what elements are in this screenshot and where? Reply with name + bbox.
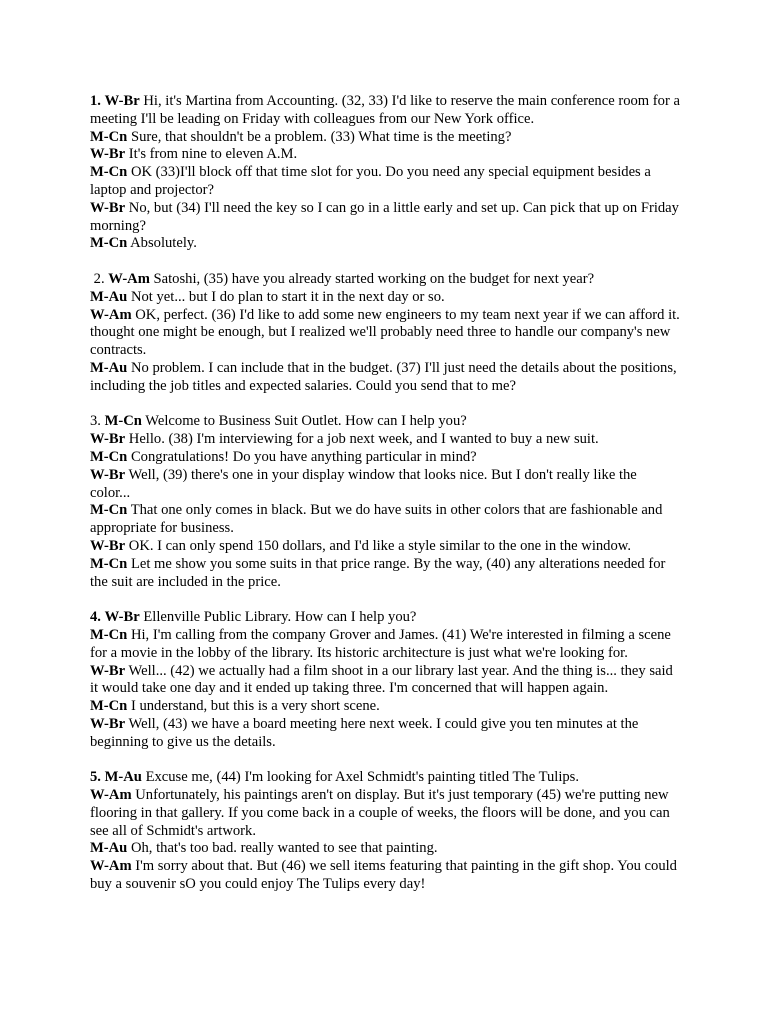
line-text: Let me show you some suits in that price range. By the way, (40) any alterations needed for the suit are included in the price. <box>90 555 666 590</box>
dialogue-line <box>90 271 680 289</box>
dialogue-number: 4. <box>90 609 101 626</box>
dialogue-line <box>90 413 680 431</box>
speaker-label: W-Am <box>90 787 132 804</box>
dialogue-line <box>90 787 680 840</box>
dialogue-line <box>90 164 680 200</box>
speaker-label: W-Br <box>90 662 126 679</box>
line-text: No, but (34) I'll need the key so I can go in a little early and set up. Can pick that up on Friday morning? <box>90 199 679 234</box>
dialogue-line <box>90 769 680 787</box>
dialogue-line <box>90 431 680 449</box>
dialogue-2 <box>90 271 680 396</box>
speaker-label: W-Br <box>90 199 126 216</box>
dialogue-line <box>90 235 680 253</box>
dialogue-line <box>90 93 680 129</box>
speaker-label: M-Cn <box>90 698 128 715</box>
dialogue-line <box>90 502 680 538</box>
dialogue-line <box>90 129 680 147</box>
dialogue-line <box>90 146 680 164</box>
speaker-label: M-Cn <box>90 128 128 145</box>
line-text: Excuse me, (44) I'm looking for Axel Schmidt's painting titled The Tulips. <box>145 769 580 786</box>
speaker-label: M-Au <box>104 769 142 786</box>
line-text: OK, perfect. (36) I'd like to add some new engineers to my team next year if we can afford it. thought one might be enough, but I realized we'll probably need three to handle our company's new contracts. <box>90 306 680 359</box>
dialogue-number: 5. <box>90 769 101 786</box>
speaker-label: M-Au <box>90 359 128 376</box>
line-text: Well, (43) we have a board meeting here next week. I could give you ten minutes at the beginning to give us the details. <box>90 715 639 750</box>
dialogue-line <box>90 609 680 627</box>
line-text: Not yet... but I do plan to start it in the next day or so. <box>130 288 445 305</box>
line-text: Ellenville Public Library. How can I help you? <box>143 609 417 626</box>
dialogue-line <box>90 360 680 396</box>
speaker-label: W-Am <box>108 270 150 287</box>
speaker-label: W-Br <box>90 431 126 448</box>
speaker-label: M-Cn <box>104 413 142 430</box>
dialogue-number: 1. <box>90 93 101 109</box>
line-text: I understand, but this is a very short scene. <box>130 698 380 715</box>
dialogue-3 <box>90 413 680 591</box>
dialogue-line <box>90 698 680 716</box>
speaker-label: M-Cn <box>90 235 128 252</box>
line-text: No problem. I can include that in the budget. (37) I'll just need the details about the positions, including the job titles and expected salaries. Could you send that to me? <box>90 359 677 394</box>
line-text: Well, (39) there's one in your display window that looks nice. But I don't really like the color... <box>90 466 637 501</box>
line-text: Unfortunately, his paintings aren't on display. But it's just temporary (45) we're putting new flooring in that gallery. If you come back in a couple of weeks, the floors will be done, and you can see all of Schmidt's artwork. <box>90 787 670 839</box>
dialogue-line <box>90 840 680 858</box>
line-text: Oh, that's too bad. really wanted to see that painting. <box>130 840 438 857</box>
speaker-label: M-Cn <box>90 626 128 643</box>
dialogue-4 <box>90 609 680 751</box>
line-text: OK. I can only spend 150 dollars, and I'd like a style similar to the one in the window. <box>128 537 632 554</box>
dialogue-1 <box>90 93 680 253</box>
dialogue-number: 3. <box>90 413 101 430</box>
line-text: That one only comes in black. But we do have suits in other colors that are fashionable and appropriate for business. <box>90 502 663 537</box>
dialogue-line <box>90 627 680 663</box>
dialogue-line <box>90 449 680 467</box>
line-text: Hi, I'm calling from the company Grover and James. (41) We're interested in filming a scene for a movie in the lobby of the library. Its historic architecture is just what we're looking for. <box>90 626 671 661</box>
transcript-page <box>90 93 680 912</box>
line-text: Congratulations! Do you have anything particular in mind? <box>130 448 477 465</box>
dialogue-line <box>90 538 680 556</box>
speaker-label: W-Br <box>104 93 140 109</box>
speaker-label: M-Cn <box>90 502 128 519</box>
dialogue-line <box>90 556 680 592</box>
line-text: Welcome to Business Suit Outlet. How can I help you? <box>145 413 467 430</box>
line-text: Well... (42) we actually had a film shoot in a our library last year. And the thing is... they said it would take one day and it ended up taking three. I'm concerned that will happen again. <box>90 662 673 697</box>
line-text: I'm sorry about that. But (46) we sell items featuring that painting in the gift shop. You could buy a souvenir sO you could enjoy The Tulips every day! <box>90 858 677 893</box>
dialogue-line <box>90 200 680 236</box>
speaker-label: W-Am <box>90 306 132 323</box>
speaker-label: W-Br <box>90 146 126 163</box>
speaker-label: W-Br <box>90 537 126 554</box>
speaker-label: M-Cn <box>90 448 128 465</box>
speaker-label: W-Br <box>104 609 140 626</box>
dialogue-line <box>90 289 680 307</box>
speaker-label: W-Br <box>90 466 126 483</box>
dialogue-number: 2. <box>93 270 105 287</box>
speaker-label: W-Am <box>90 858 132 875</box>
speaker-label: M-Cn <box>90 555 128 572</box>
dialogue-line <box>90 467 680 503</box>
dialogue-line <box>90 663 680 699</box>
dialogue-5 <box>90 769 680 894</box>
line-text: Sure, that shouldn't be a problem. (33) What time is the meeting? <box>130 128 512 145</box>
dialogue-line <box>90 716 680 752</box>
line-text: Hi, it's Martina from Accounting. (32, 33) I'd like to reserve the main conference room for a meeting I'll be leading on Friday with colleagues from our New York office. <box>90 93 680 127</box>
line-text: Hello. (38) I'm interviewing for a job next week, and I wanted to buy a new suit. <box>128 431 599 448</box>
dialogue-line <box>90 858 680 894</box>
line-text: OK (33)I'll block off that time slot for you. Do you need any special equipment besides a laptop and projector? <box>90 164 651 198</box>
line-text: Satoshi, (35) have you already started working on the budget for next year? <box>153 270 595 287</box>
speaker-label: M-Cn <box>90 164 128 181</box>
speaker-label: M-Au <box>90 840 128 857</box>
line-text: It's from nine to eleven A.M. <box>128 146 298 163</box>
line-text: Absolutely. <box>130 235 197 252</box>
speaker-label: W-Br <box>90 715 126 732</box>
dialogue-line <box>90 307 680 360</box>
speaker-label: M-Au <box>90 288 128 305</box>
